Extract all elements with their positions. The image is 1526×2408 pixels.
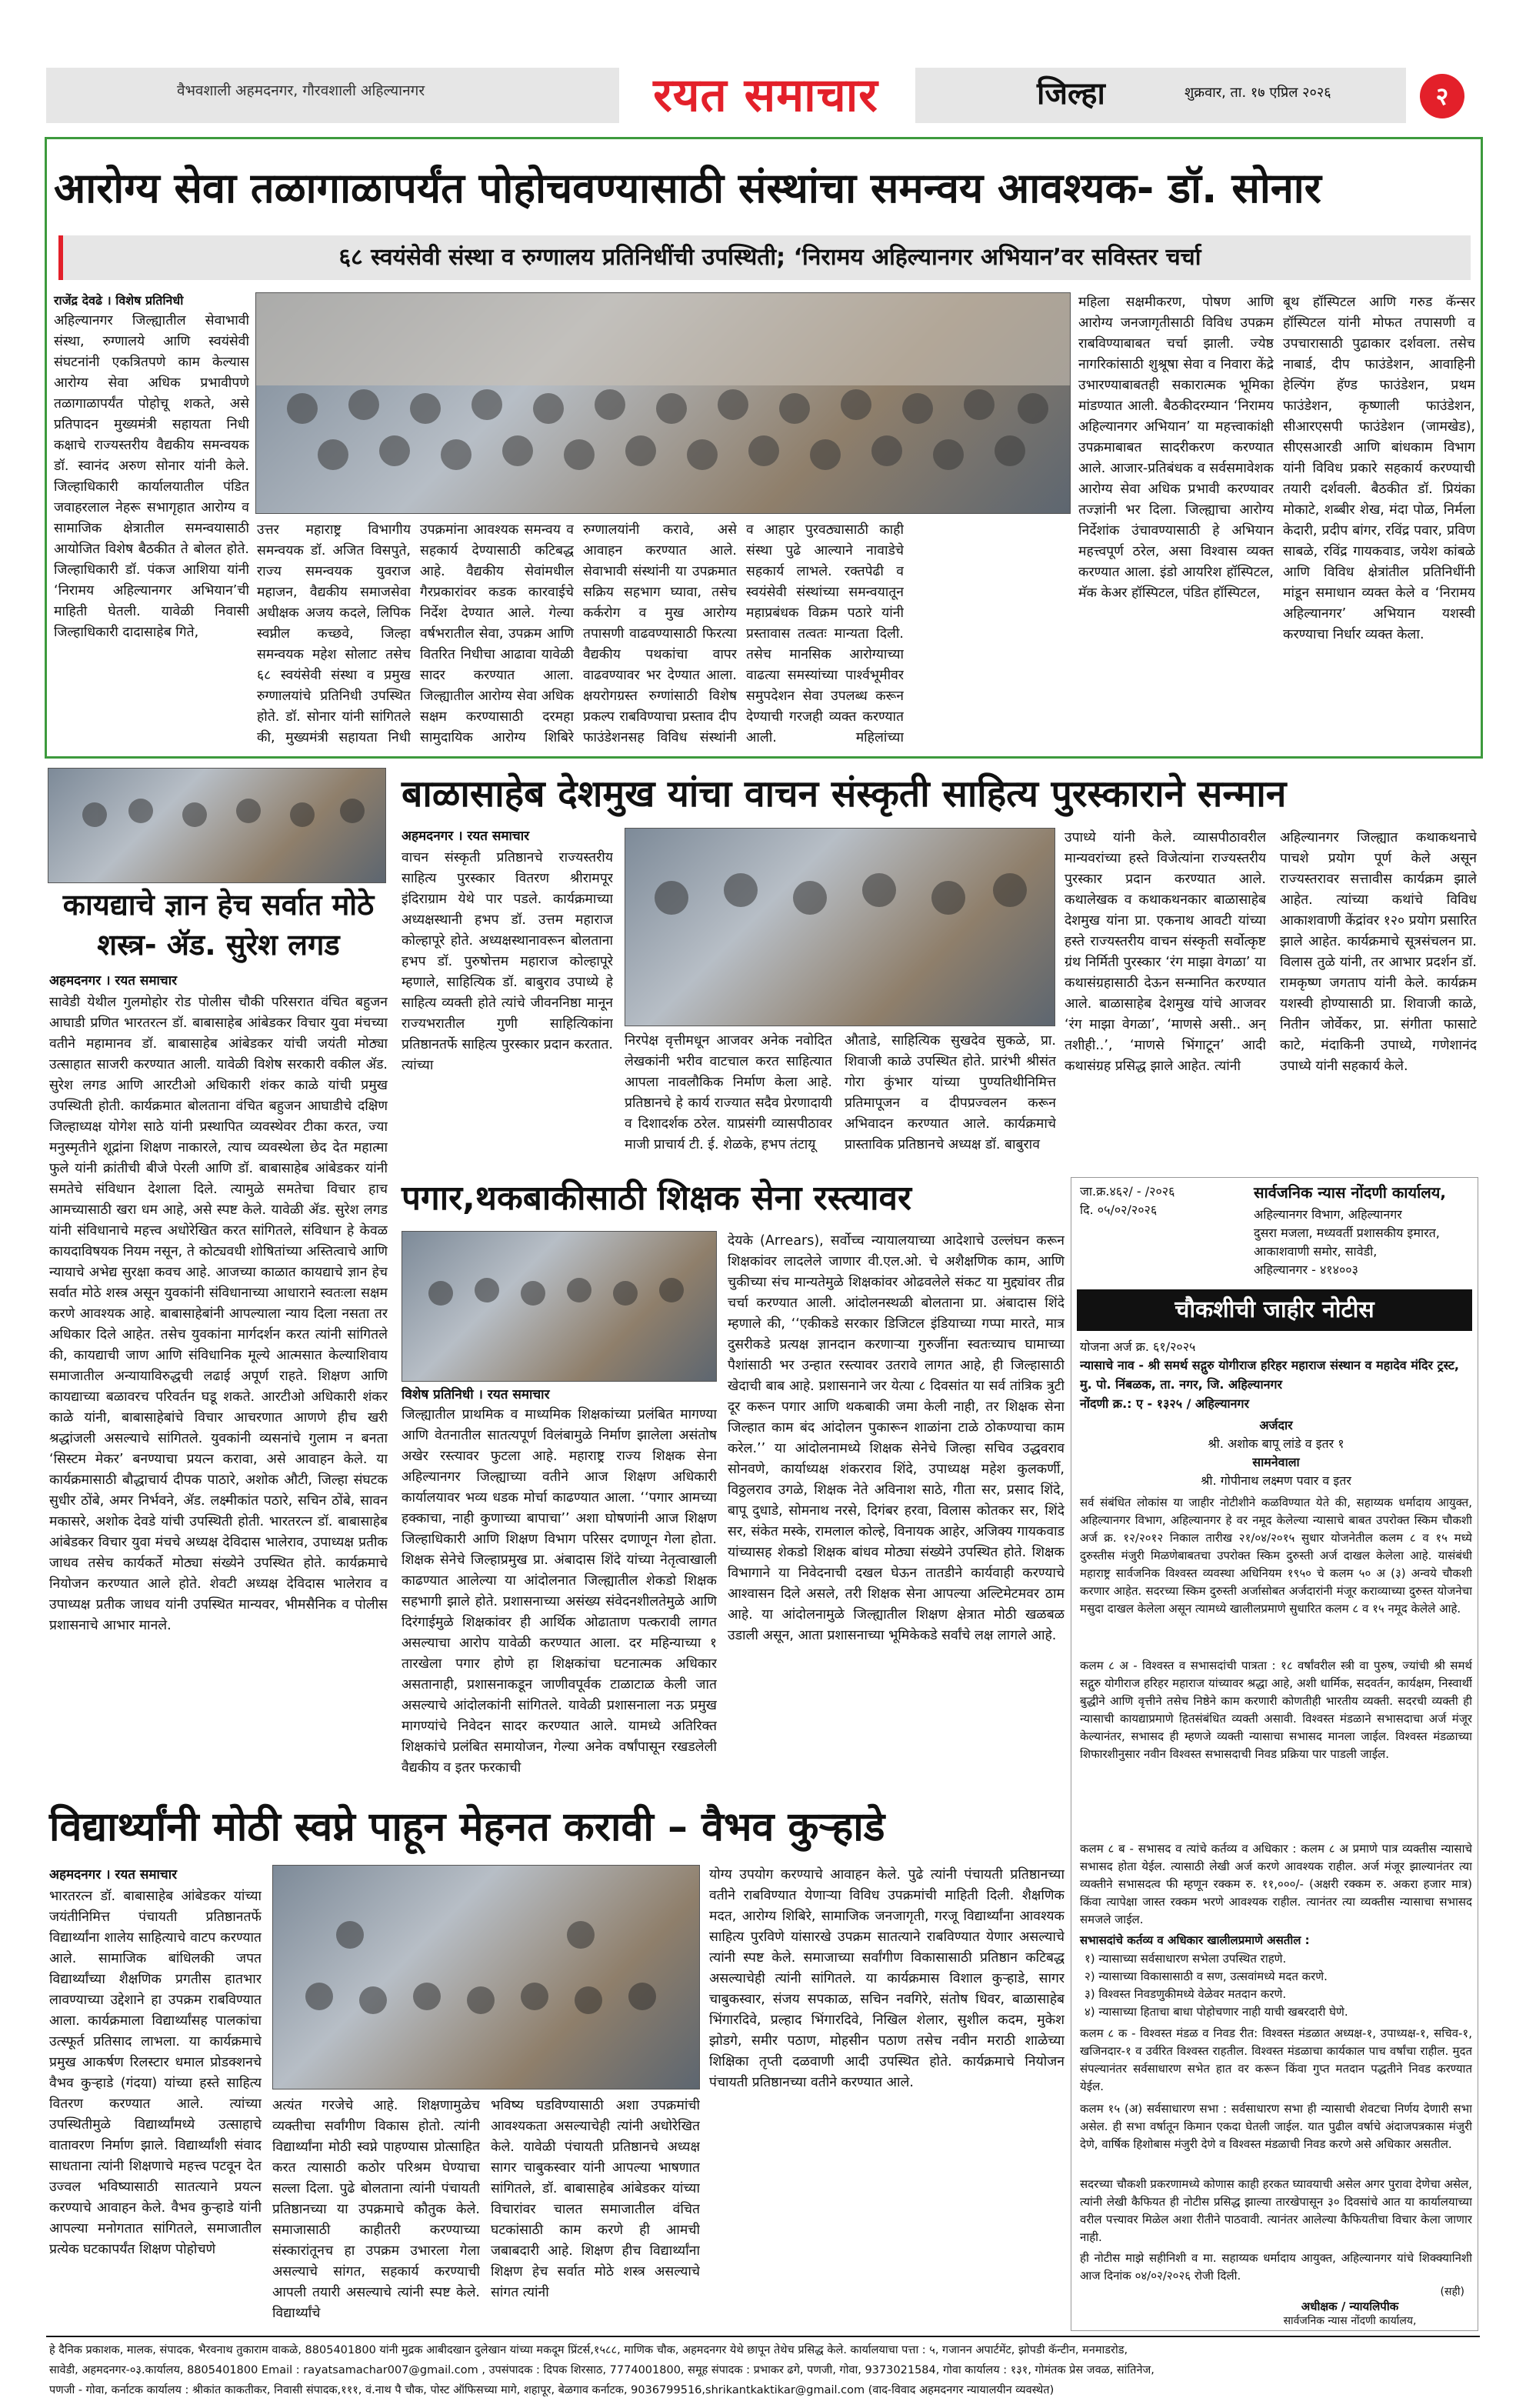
notice-applicant-label: अर्जदार (1259, 1418, 1293, 1432)
notice-office-addr-1: अहिल्यानगर विभाग, अहिल्यानगर (1254, 1207, 1402, 1222)
teachers-protest-photo (401, 1231, 717, 1382)
ambedkar-jayanti-photo (48, 768, 386, 883)
masthead-tagline: वैभवशाली अहमदनगर, गौरवशाली अहिल्यानगर (177, 82, 425, 99)
story2-col2: निरपेक्ष वृत्तीमधून आजवर अनेक नवोदित लेखकांनी भरीव वाटचाल करत साहित्यात आपला नावलौकिक निर्माण केला आहे. प्रतिष्ठानचे हे कार्य राज्यात सदैव प्रेरणादायी व दिशादर्शक ठरेल. याप्रसंगी व्यासपीठावर माजी प्राचार्य टी. ई. शेळके, हभप तंटायू (625, 1033, 832, 1152)
story5-byline: अहमदनगर । रयत समाचार (49, 1867, 178, 1883)
story1-col2: उत्तर महाराष्ट्र विभागीय समन्वयक डॉ. अजित विसपुते, राज्य समन्वयक युवराज महाजन, वैद्यकीय समाजसेवा अधीक्षक अजय कदले, लिपिक स्वप्नील कच्छवे, जिल्हा समन्वयक महेश सोलाट तसेच ६८ स्वयंसेवी संस्था व प्रमुख रुग्णालयांचे प्रतिनिधी उपस्थित होते. डॉ. सोनार यांनी सांगितले की, मुख्यमंत्री सहायता निधी (257, 522, 411, 745)
footer-imprint-1: हे दैनिक प्रकाशक, मालक, संपादक, भैरवनाथ तुकाराम वाकळे, 8805401800 यांनी मुद्रक आबीदखान दुलेखान यांच्या मकदूम प्रिंटर्स,१५८८, माणिक चौक, अहमदनगर येथे छापून तेथेच प्रसिद्ध केले. कार्यालयाचा पत्ता : ५, गजानन अपार्टमेंट, झोपडी कॅन्टीन, मनमाडरोड, (49, 2344, 1128, 2356)
notice-signatory-1: अधीक्षक / न्यायलिपीक (1301, 2300, 1399, 2313)
notice-para1: सर्व संबंधित लोकांस या जाहीर नोटीशीने कळविण्यात येते की, सहाय्यक धर्मादाय आयुक्त, अहिल्यानगर विभाग, अहिल्यानगर हे वर नमूद केलेल्या न्यासाचे बाबत उपरोक्त स्किम चौकशी अर्ज क्र. १२/२०१२ निकाल तारीख २१/०४/२०१५ सुधार योजनेतील कलम ८ व १५ मध्ये दुरुस्तीस मंजुरी मिळणेबाबतचा उपरोक्त स्किम दुरुस्ती अर्ज दाखल केलेला आहे. यासंबंधी महाराष्ट्र सार्वजनिक विश्वस्त व्यवस्था अधिनियम १९५० चे कलम ५० अ (३) अन्वये चौकशी करणार आहेत. सदरच्या स्किम दुरुस्ती अर्जासोबत अर्जदारांनी मंजूर कराव्याच्या दुरुस्त योजनेचा मसुदा दाखल केलेला असून त्यामध्ये खालीलप्रमाणे सुधारित कलम ८ व १५ नमूद केलेले आहे. (1080, 1496, 1472, 1616)
notice-applicant: श्री. अशोक बापू लांडे व इतर १ (1208, 1436, 1344, 1451)
story2-byline: अहमदनगर । रयत समाचार (401, 829, 530, 844)
story4-headline: पगार,थकबाकीसाठी शिक्षक सेना रस्त्यावर (401, 1179, 912, 1218)
notice-para3: कलम ८ ब - सभासद व त्यांचे कर्तव्य व अधिकार : कलम ८ अ प्रमाणे पात्र व्यक्तीस न्यासाचे सभासद होता येईल. त्यासाठी लेखी अर्ज करणे आवश्यक राहील. अर्ज मंजूर झाल्यानंतर त्या व्यक्तीने सभासदत्व फी म्हणून रक्कम रु. ११,०००/- (अक्षरी रक्कम रु. अकरा हजार मात्र) किंवा त्यापेक्षा जास्त रक्कम भरणे आवश्यक राहील. त्यानंतर त्या व्यक्तीस न्यासाचा सभासद समजले जाईल. (1080, 1842, 1472, 1926)
award-ceremony-photo (625, 828, 1055, 1026)
masthead-right-bar (915, 68, 1406, 123)
story5-headline: विद्यार्थ्यांनी मोठी स्वप्ने पाहून मेहनत करावी – वैभव कुऱ्हाडे (49, 1804, 885, 1850)
notice-reg-no: नोंदणी क्र.: ए - १३२५ / अहिल्यानगर (1080, 1396, 1250, 1411)
notice-duty-1: १) न्यासाच्या सर्वसाधारण सभेला उपस्थित राहणे. (1085, 1952, 1287, 1966)
story1-col7: बूथ हॉस्पिटल आणि गरुड कॅन्सर हॉस्पिटल यांनी मोफत तपासणी व उपचारासाठी पुढाकार दर्शवला. तसेच नाबार्ड, दीप फाउंडेशन, आवाहिनी हेल्पिंग हॅण्ड फाउंडेशन, प्रथम फाउंडेशन, कृष्णाली फाउंडेशन, सीआरएसपी फाउंडेशन (जामखेड), सीएसआरडी आणि बांधकाम विभाग यांनी विविध प्रकारे सहकार्य करण्याची तयारी दर्शवली. बैठकीत डॉ. प्रियंका मोकाटे, शब्बीर शेख, मंदा पोळ, निर्मला केदारी, प्रदीप बांगर, रविंद्र पवार, प्रविण साबळे, रविंद्र गायकवाड, जयेश कांबळे आणि विविध क्षेत्रांतील प्रतिनिधींनी मांडून समाधान व्यक्त केले व ‘निरामय अहिल्यानगर’ अभियान यशस्वी करण्याचा निर्धार व्यक्त केला. (1283, 295, 1475, 642)
paper-name: रयत समाचार (653, 68, 878, 122)
notice-ref-no: जा.क्र.४६२/ - /२०२६ (1080, 1184, 1175, 1199)
notice-office-addr-3: आकाशवाणी समोर, सावेडी, (1254, 1244, 1378, 1259)
story5-col1: भारतरत्न डॉ. बाबासाहेब आंबेडकर यांच्या जयंतीनिमित्त पंचायती प्रतिष्ठानतर्फे विद्यार्थ्यांना शालेय साहित्याचे वाटप करण्यात आले. सामाजिक बांधिलकी जपत विद्यार्थ्यांच्या शैक्षणिक प्रगतीस हातभार लावण्याच्या उद्देशाने हा उपक्रम राबविण्यात आला. कार्यक्रमाला विद्यार्थ्यांसह पालकांचा उत्स्फूर्त प्रतिसाद लाभला. या कार्यक्रमाचे प्रमुख आकर्षण रिलस्टार धमाल प्रोडक्शनचे वैभव कुऱ्हाडे (गंदया) यांच्या हस्ते साहित्य वितरण करण्यात आले. त्यांच्या उपस्थितीमुळे विद्यार्थ्यांमध्ये उत्साहाचे वातावरण निर्माण झाले. विद्यार्थ्यांशी संवाद साधताना त्यांनी शिक्षणाचे महत्त्व पटवून देत उज्वल भविष्यासाठी सातत्याने प्रयत्न करण्याचे आवाहन केले. वैभव कुऱ्हाडे यांनी आपल्या मनोगतात सांगितले, समाजातील प्रत्येक घटकापर्यंत शिक्षण पोहोचणे (49, 1889, 262, 2257)
story1-subhead: ६८ स्वयंसेवी संस्था व रुग्णालय प्रतिनिधींची उपस्थिती; ‘निरामय अहिल्यानगर अभियान’वर सविस्तर चर्चा (338, 244, 1201, 271)
notice-signature: (सही) (1440, 2286, 1464, 2298)
notice-trust-line: न्यासाचे नाव - श्री समर्थ सद्गुरु योगीराज हरिहर महाराज संस्थान व महादेव मंदिर ट्रस्ट, मु. पो. निंबळक, ता. नगर, जि. अहिल्यानगर (1080, 1358, 1460, 1392)
notice-para5: कलम १५ (अ) सर्वसाधारण सभा : सर्वसाधारण सभा ही न्यासाची शेवटचा निर्णय देणारी सभा असेल. ही सभा वर्षातून किमान एकदा घेतली जाईल. यात पुढील वर्षाचे अंदाजपत्रकास मंजुरी देणे, वार्षिक हिशोबास मंजुरी देणे व विश्वस्त मंडळाची निवड करणे असे अधिकार असतील. (1080, 2102, 1472, 2151)
footer-imprint-3: पणजी - गोवा, कर्नाटक कार्यालय : श्रीकांत काकतीकर, निवासी संपादक,१११, वं.नाथ पै चौक, पोस्ट ऑफिसच्या मागे, शहापूर, बेळगाव कर्नाटक, 9036799516,shrikantkaktikar@gmail.com (वाद-विवाद अहमदनगर न्यायालयीन व्यवस्थेत) (49, 2384, 1055, 2396)
notice-para2: कलम ८ अ - विश्वस्त व सभासदांची पात्रता : १८ वर्षांवरील स्त्री वा पुरुष, ज्यांची श्री समर्थ सद्गुरु योगीराज हरिहर महाराज यांच्यावर श्रद्धा आहे, अशी धार्मिक, सदवर्तन, कार्यक्षम, निस्वार्थी बुद्धीने आणि वृत्तीने तसेच निष्ठेने काम करणारी कोणतीही भारतीय व्यक्ती. सदरची व्यक्ती ही न्यासाची कायद्याप्रमाणे हितसंबंधित व्यक्ती असावी. विश्वस्त मंडळाने सभासदाचा अर्ज मंजूर केल्यानंतर, सभासद ही म्हणजे व्यक्ती न्यासाचा सभासद मानला जाईल. विश्वस्त मंडळाच्या शिफारशीनुसार नवीन विश्वस्त सभासदाची निवड प्रक्रिया पार पाडली जाईल. (1080, 1659, 1472, 1761)
story1-col3: उपक्रमांना आवश्यक समन्वय व सहकार्य देण्यासाठी कटिबद्ध आहे. वैद्यकीय सेवांमधील गैरप्रकारांवर कडक कारवाईचे निर्देश देण्यात आले. गेल्या वर्षभरातील सेवा, उपक्रम आणि वितरित निधीचा आढावा यावेळी सादर करण्यात आला. जिल्ह्यातील आरोग्य सेवा अधिक सक्षम करण्यासाठी दरमहा सामुदायिक आरोग्य शिबिरे (420, 522, 574, 745)
notice-para4: कलम ८ क - विश्वस्त मंडळ व निवड रीत: विश्वस्त मंडळात अध्यक्ष-१, उपाध्यक्ष-१, सचिव-१, खजिनदार-१ व उर्वरित विश्वस्त राहतील. विश्वस्त मंडळाचा कार्यकाल पाच वर्षांचा राहील. मुदत संपल्यानंतर सर्वसाधारण सभेत हात वर करून किंवा गुप्त मतदान पद्धतीने निवड करण्यात येईल. (1080, 2026, 1472, 2093)
notice-para6: सदरच्या चौकशी प्रकरणामध्ये कोणास काही हरकत घ्यावयाची असेल अगर पुरावा देणेचा असेल, त्यांनी लेखी कैफियत ही नोटीस प्रसिद्ध झाल्या तारखेपासून ३० दिवसांचे आत या कार्यालयाच्या वरील पत्त्यावर मिळेल अशा रीतीने पाठवावी. त्यानंतर आलेल्या कैफियतीचा विचार केला जाणार नाही. (1080, 2177, 1472, 2244)
story5-col2: अत्यंत गरजेचे आहे. शिक्षणामुळेच व्यक्तीचा सर्वांगीण विकास होतो. त्यांनी विद्यार्थ्यांना मोठी स्वप्ने पाहण्यास प्रोत्साहित करत त्यासाठी कठोर परिश्रम घेण्याचा सल्ला दिला. पुढे बोलताना त्यांनी पंचायती प्रतिष्ठानच्या या उपक्रमाचे कौतुक केले. समाजासाठी काहीतरी करण्याच्या संस्कारांतूनच हा उपक्रम उभारला गेला असल्याचे सांगत, सहकार्य करण्याची आपली तयारी असल्याचे त्यांनी स्पष्ट केले. विद्यार्थ्यांचे (272, 2098, 480, 2321)
notice-banner-text: चौकशीची जाहीर नोटीस (1174, 1296, 1374, 1323)
story1-col1: अहिल्यानगर जिल्ह्यातील सेवाभावी संस्था, रुग्णालये आणि स्वयंसेवी संघटनांनी एकत्रितपणे काम केल्यास आरोग्य सेवा अधिक प्रभावीपणे तळागाळापर्यंत पोहोचू शकते, असे प्रतिपादन मुख्यमंत्री सहायता निधी कक्षाचे राज्यस्तरीय वैद्यकीय समन्वयक डॉ. स्वानंद अरुण सोनार यांनी केले. जिल्हाधिकारी कार्यालयातील पंडित जवाहरलाल नेहरू सभागृहात आरोग्य व सामाजिक क्षेत्रातील समन्वयासाठी आयोजित विशेष बैठकीत ते बोलत होते. जिल्हाधिकारी डॉ. पंकज आशिया यांनी ‘निरामय अहिल्यानगर अभियान’ची माहिती घेतली. यावेळी निवासी जिल्हाधिकारी दादासाहेब गिते, (54, 313, 249, 640)
student-material-distribution-photo (272, 1865, 700, 2089)
story4-byline: विशेष प्रतिनिधी । रयत समाचार (401, 1387, 550, 1402)
award-ceremony-figures (625, 829, 1055, 1026)
notice-respondent: श्री. गोपीनाथ लक्ष्मण पवार व इतर (1201, 1473, 1351, 1488)
footer-rule (46, 2336, 1480, 2337)
notice-duty-3: ३) विश्वस्त निवडणुकीमध्ये वेळेवर मतदान करणे. (1085, 1987, 1287, 2001)
notice-para7: ही नोटीस माझे सहीनिशी व मा. सहाय्यक धर्मादाय आयुक्त, अहिल्यानगर यांचे शिक्क्यानिशी आज दिनांक ०४/०२/२०२६ रोजी दिली. (1080, 2251, 1472, 2283)
story3-byline: अहमदनगर । रयत समाचार (49, 973, 178, 989)
story2-col5: अहिल्यानगर जिल्ह्यात कथाकथनाचे पाचशे प्रयोग पूर्ण केले असून राज्यस्तरावर सत्तावीस कार्यक्रम झाले आहेत. त्यांच्या कथांचे विविध आकाशवाणी केंद्रांवर १२० प्रयोग प्रसारित झाले आहेत. कार्यक्रमाचे सूत्रसंचलन प्रा. विलास तुळे यांनी, तर आभार प्रदर्शन डॉ. रामकृष्ण जगताप यांनी केले. कार्यक्रम यशस्वी होण्यासाठी प्रा. शिवाजी काळे, नितीन जोर्वेकर, प्रा. संगीता फासाटे काटे, मंदाकिनी उपाध्ये, गणेशानंद उपाध्ये यांनी सहकार्य केले. (1280, 830, 1477, 1074)
notice-ref-date: दि. ०५/०२/२०२६ (1080, 1202, 1158, 1217)
notice-signatory-2: सार्वजनिक न्यास नोंदणी कार्यालय, (1283, 2315, 1417, 2327)
notice-duty-2: २) न्यासाच्या विकासासाठी व सण, उत्सवांमध्ये मदत करणे. (1085, 1969, 1328, 1983)
story2-headline: बाळासाहेब देशमुख यांचा वाचन संस्कृती साहित्य पुरस्काराने सन्मान (401, 772, 1287, 815)
story3-headline: कायद्याचे ज्ञान हेच सर्वात मोठे शस्त्र- ॲड. सुरेश लगड (62, 888, 375, 962)
story5-col3: भविष्य घडविण्यासाठी अशा उपक्रमांची आवश्यकता असल्याचेही त्यांनी अधोरेखित केले. यावेळी पंचायती प्रतिष्ठानचे अध्यक्ष सागर चाबुकस्वार यांनी आपल्या भाषणात सांगितले, डॉ. बाबासाहेब आंबेडकर यांच्या विचारांवर चालत समाजातील वंचित घटकांसाठी काम करणे ही आमची जबाबदारी आहे. शिक्षण हीच विद्यार्थ्यांना शिक्षण हेच सर्वात मोठे शस्त्र असल्याचे सांगत त्यांनी (491, 2098, 700, 2300)
notice-respondent-label: सामनेवाला (1252, 1455, 1300, 1469)
section-name: जिल्हा (1037, 76, 1105, 112)
group-photo-health-meeting (255, 292, 1071, 514)
page-number-badge (1420, 74, 1464, 118)
story5-col4: योग्य उपयोग करण्याचे आवाहन केले. पुढे त्यांनी पंचायती प्रतिष्ठानच्या वतीने राबविण्यात येणाऱ्या विविध उपक्रमांची माहिती दिली. शैक्षणिक मदत, आरोग्य शिबिरे, सामाजिक जनजागृती, गरजू विद्यार्थ्यांना आवश्यक साहित्य पुरविणे यांसारखे उपक्रम सातत्याने राबविण्यात येणार असल्याचे त्यांनी स्पष्ट केले. समाजाच्या सर्वांगीण विकासासाठी प्रतिष्ठान कटिबद्ध असल्याचेही त्यांनी सांगितले. या कार्यक्रमास विशाल कुऱ्हाडे, सागर चाबुकस्वार, संजय सपकाळ, सचिन नवगिरे, संतोष धिवर, बाळासाहेब भिंगारदिवे, प्रल्हाद भिंगारदिवे, निखिल शेलार, सुशील कदम, मुकेश झोडगे, समीर पठाण, मोहसीन पठाण तसेच नवीन मराठी शाळेच्या शिक्षिका तृप्ती दळवाणी आदी उपस्थित होते. कार्यक्रमाचे नियोजन पंचायती प्रतिष्ठानच्या वतीने करण्यात आले. (709, 1867, 1065, 2090)
footer-imprint-2: सावेडी, अहमदनगर-०३.कार्यालय, 8805401800 Email : rayatsamachar007@gmail.com , उपसंपादक : दिपक शिरसाठ, 7774001800, समूह संपादक : प्रभाकर ढगे, पणजी, गोवा, 9373021584, गोवा कार्यालय : १३१, गोमंतक प्रेस जवळ, सांतिनेज, (49, 2364, 1154, 2376)
story2-col1: वाचन संस्कृती प्रतिष्ठानचे राज्यस्तरीय साहित्य पुरस्कार वितरण श्रीरामपूर इंदिराग्राम येथे पार पडले. कार्यक्रमाच्या अध्यक्षस्थानी हभप डॉ. उत्तम महाराज कोल्हापूरे होते. अध्यक्षस्थानावरून बोलताना हभप डॉ. पुरुषोत्तम महाराज कोल्हापूरे म्हणाले, साहित्यिक डॉ. बाबुराव उपाध्ये हे साहित्य व्यक्ती होते त्यांचे जीवननिष्ठा मानून राज्यभरातील गुणी साहित्यिकांना प्रतिष्ठानतर्फे साहित्य पुरस्कार प्रदान करतात. त्यांच्या (401, 850, 613, 1073)
story2-col3: औताडे, साहित्यिक सुखदेव सुकळे, प्रा. शिवाजी काळे उपस्थित होते. प्रारंभी श्रीसंत गोरा कुंभार यांच्या पुण्यतिथीनिमित्त प्रतिमापूजन व दीपप्रज्वलन करून अभिवादन करण्यात आले. कार्यक्रमाचे प्रास्ताविक प्रतिष्ठानचे अध्यक्ष डॉ. बाबुराव (845, 1033, 1056, 1152)
page-number: २ (1435, 82, 1449, 111)
story3-body: सावेडी येथील गुलमोहोर रोड पोलीस चौकी परिसरात वंचित बहुजन आघाडी प्रणित भारतरत्न डॉ. बाबासाहेब आंबेडकर विचार युवा मंचच्या वतीने महामानव डॉ. बाबासाहेब आंबेडकर यांची जयंती मोठ्या उत्साहात साजरी करण्यात आली. यावेळी विशेष सरकारी वकील ॲड. सुरेश लगड आणि आरटीओ अधिकारी शंकर काळे यांची प्रमुख उपस्थिती होती. कार्यक्रमात बोलताना वंचित बहुजन आघाडीचे दक्षिण जिल्हाध्यक्ष योगेश साठे यांनी प्रस्थापित व्यवस्थेवर टीका करत, ज्या मनुस्मृतीने शूद्रांना शिक्षण नाकारले, त्याच व्यवस्थेला छेद देत महात्मा फुले यांनी क्रांतीची बीजे पेरली आणि डॉ. बाबासाहेब आंबेडकर यांनी समतेचे संविधान देशाला दिले. त्यामुळे समतेचा विचार हाच आमच्यासाठी खरा धम आहे, असे स्पष्ट केले. यावेळी ॲड. सुरेश लगड यांनी संविधानाचे महत्त्व अधोरेखित करत सांगितले, संविधान हे केवळ कायदाविषयक नियम नसून, ते कोट्यवधी शोषितांच्या अस्तित्वाचे आणि न्यायाचे अभेद्य सुरक्षा कवच आहे. आजच्या काळात कायद्याचे ज्ञान हेच सर्वात मोठे शस्त्र असून युवकांनी संविधानाच्या आधाराने स्वतःला सक्षम करणे आवश्यक आहे. बाबासाहेबांनी आपल्याला न्याय दिला नसता तर अधिकार दिले आहेत. तसेच युवकांना मार्गदर्शन करत त्यांनी सांगितले की, कायद्याची जाण आणि संविधानिक मूल्ये आत्मसात केल्याशिवाय समाजातील अन्यायाविरुद्धची लढाई अपूर्ण राहते. शिक्षण आणि कायद्याच्या बळावरच परिवर्तन घडू शकते. आरटीओ अधिकारी शंकर काळे यांनी, बाबासाहेबांचे विचार आचरणात आणणे हीच खरी श्रद्धांजली असल्याचे सांगितले. युवकांनी व्यसनांचे गुलाम न बनता ‘सिस्टम मेकर’ बनण्याचा प्रयत्न करावा, असे आवाहन केले. या कार्यक्रमासाठी बौद्धाचार्य दीपक पाठारे, अशोक औटी, जिल्हा संघटक सुधीर ठोंबे, अमर निर्भवने, ॲड. लक्ष्मीकांत पठारे, सचिन ठोंबे, सावन मकासरे, अशोक देवडे यांची उपस्थिती होती. भारतरत्न डॉ. बाबासाहेब आंबेडकर विचार युवा मंचचे अध्यक्ष देविदास भालेराव, उपाध्यक्ष प्रतीक जाधव तसेच कार्यकर्ते मोठ्या संख्येने उपस्थित होते. कार्यक्रमाचे नियोजन करण्यात आले होते. शेवटी अध्यक्ष देविदास भालेराव व उपाध्यक्ष प्रतीक जाधव यांनी उपस्थित मान्यवर, भीमसैनिक व पोलीस प्रशासनाचे आभार मानले. (49, 995, 388, 1633)
notice-office-addr-4: अहिल्यानगर - ४१४००३ (1254, 1262, 1358, 1277)
story4-col2: देयके (Arrears), सर्वोच्च न्यायालयाच्या आदेशाचे उल्लंघन करून शिक्षकांवर लादलेले जाणार वी.एल.ओ. चे अशैक्षणिक काम, आणि चुकीच्या संच मान्यतेमुळे शिक्षकांवर ओढवलेले संकट या मुद्द्यांवर तीव्र चर्चा करण्यात आली. आंदोलनस्थळी बोलताना प्रा. अंबादास शिंदे म्हणाले की, ‘‘एकीकडे सरकार डिजिटल इंडियाच्या गप्पा मारते, मात्र दुसरीकडे प्रत्यक्ष ज्ञानदान करणाऱ्या गुरुजींना स्वतःच्याच घामाच्या पैशांसाठी भर उन्हात रस्त्यावर उतरावे लागत आहे, ही जिल्हासाठी खेदाची बाब आहे. प्रशासनाने जर येत्या ८ दिवसांत या सर्व तांत्रिक त्रुटी दूर करून पगार आणि थकबाकी जमा केली नाही, तर शिक्षक सेना जिल्हात काम बंद आंदोलन पुकारून शाळांना टाळे ठोकण्याचा काम करेल.’’ या आंदोलनामध्ये शिक्षक सेनेचे जिल्हा सचिव उद्धवराव सोनवणे, कार्याध्यक्ष शंकरराव शिंदे, उपाध्यक्ष महेश कुलकर्णी, विठ्ठलराव उगळे, शिक्षक नेते अविनाश साठे, गीता सर, प्रसाद शिंदे, बापू दुधाडे, सोमनाथ नरसे, दिगंबर हरवा, विलास कोतकर सर, शिंदे सर, संकेत मस्के, रामलाल कोल्हे, विनायक आहेर, अजिक्य गायकवाड यांच्यासह शेकडो शिक्षक बांधव मोठ्या संख्येने उपस्थित होते. शिक्षक विभागाने या निवेदनाची दखल घेऊन तातडीने कार्यवाही करण्याचे आश्वासन दिले असले, तरी शिक्षक सेना आपल्या अल्टिमेटमवर ठाम आहे. या आंदोलनामुळे जिल्ह्यातील शिक्षण क्षेत्रात मोठी खळबळ उडाली असून, आता प्रशासनाच्या भूमिकेकडे सर्वांचे लक्ष लागले आहे. (728, 1233, 1065, 1643)
story2-col4: उपाध्ये यांनी केले. व्यासपीठावरील मान्यवरांच्या हस्ते विजेत्यांना राज्यस्तरीय पुरस्कार प्रदान करण्यात आले. कथालेखक व कथाकथनकार बाळासाहेब देशमुख यांना प्रा. एकनाथ आवटी यांच्या हस्ते राज्यस्तरीय वाचन संस्कृती सर्वोत्कृष्ट ग्रंथ निर्मिती पुरस्कार ‘रंग माझा वेगळा’ या कथासंग्रहासाठी देऊन सन्मानित करण्यात आले. बाळासाहेब देशमुख यांचे आजवर ‘रंग माझा वेगळा’, ‘माणसे असी.. अन् तशीही..’, ‘माणसे भिंगाटून’ आदी कथासंग्रह प्रसिद्ध झाले आहेत. त्यांनी (1065, 830, 1266, 1074)
story1-col4: रुग्णालयांनी करावे, असे आवाहन करण्यात आले. सेवाभावी संस्थांनी या उपक्रमात सक्रिय सहभाग घ्यावा, तसेच कर्करोग व मुख आरोग्य तपासणी वाढवण्यासाठी फिरत्या वैद्यकीय पथकांचा वापर वाढवण्यावर भर देण्यात आला. क्षयरोगग्रस्त रुग्णांसाठी विशेष प्रकल्प राबविण्याचा प्रस्ताव दीप फाउंडेशनसह विविध संस्थांनी (583, 522, 737, 745)
notice-office-title: सार्वजनिक न्यास नोंदणी कार्यालय, (1254, 1183, 1447, 1202)
ambedkar-jayanti-photo-figures (48, 769, 386, 883)
notice-duty-4: ४) न्यासाच्या हिताचा बाधा पोहोचणार नाही याची खबरदारी घेणे. (1085, 2005, 1348, 2019)
notice-duties-title: सभासदांचे कर्तव्य व अधिकार खालीलप्रमाणे असतील : (1080, 1933, 1310, 1947)
notice-scheme: योजना अर्ज क्र. ६१/२०२५ (1080, 1339, 1196, 1354)
teachers-protest-figures (402, 1232, 717, 1382)
story4-col1: जिल्ह्यातील प्राथमिक व माध्यमिक शिक्षकांच्या प्रलंबित मागण्या आणि वेतनातील सातत्यपूर्ण विलंबामुळे निर्माण झालेला असंतोष अखेर रस्त्यावर फुटला आहे. महाराष्ट्र राज्य शिक्षक सेना अहिल्यानगर जिल्ह्याच्या वतीने आज शिक्षण अधिकारी कार्यालयावर भव्य धडक मोर्चा काढण्यात आला. ‘‘पगार आमच्या हक्काचा, नाही कुणाच्या बापाचा’’ अशा घोषणांनी आज शिक्षण जिल्हाधिकारी आणि शिक्षण विभाग परिसर दणाणून गेला होता. शिक्षक सेनेचे जिल्हाप्रमुख प्रा. अंबादास शिंदे यांच्या नेतृत्वाखाली काढण्यात आलेल्या या आंदोलनात जिल्ह्यातील शेकडो शिक्षक सहभागी झाले होते. प्रशासनाच्या असंख्य संवेदनशीलतेमुळे आणि दिरंगाईमुळे शिक्षकांवर ही आर्थिक ओढाताण पत्करावी लागत असल्याचा आरोप यावेळी करण्यात आला. दर महिन्याच्या १ तारखेला पगार होणे हा शिक्षकांचा घटनात्मक अधिकार असतानाही, प्रशासनाकडून जाणीवपूर्वक टाळाटाळ केली जात असल्याचे आंदोलकांनी सांगितले. यावेळी प्रशासनाला नऊ प्रमुख मागण्यांचे निवेदन सादर करण्यात आले. यामध्ये अतिरिक्त शिक्षकांचे प्रलंबित समायोजन, गेल्या अनेक वर्षांपासून रखडलेली वैद्यकीय व इतर फरकाची (401, 1407, 717, 1776)
student-photo-figures (273, 1866, 700, 2089)
story1-headline: आरोग्य सेवा तळागाळापर्यंत पोहोचवण्यासाठी संस्थांचा समन्वय आवश्यक- डॉ. सोनार (54, 164, 1321, 212)
story1-byline: राजेंद्र देवढे । विशेष प्रतिनिधी (54, 293, 184, 308)
notice-office-addr-2: दुसरा मजला, मध्यवर्ती प्रशासकीय इमारत, (1254, 1226, 1440, 1240)
group-photo-figures (256, 293, 1071, 514)
issue-date: शुक्रवार, ता. १७ एप्रिल २०२६ (1184, 85, 1331, 101)
notice-banner (1077, 1289, 1472, 1331)
story1-col5: व आहार पुरवठ्यासाठी काही संस्था पुढे आल्याने नावाडेचे सहकार्य लाभले. रक्तपेढी व स्वयंसेवी संस्थांच्या समन्वयातून महाप्रबंधक विक्रम पठारे यांनी प्रस्तावास तत्वतः मान्यता दिली. तसेच मानसिक आरोग्याच्या वाढत्या समस्यांच्या पार्श्वभूमीवर समुपदेशन सेवा उपलब्ध करून देण्याची गरजही व्यक्त करण्यात आली. महिलांच्या (746, 522, 904, 745)
story1-col6: महिला सक्षमीकरण, पोषण आणि आरोग्य जनजागृतीसाठी विविध उपक्रम राबविण्याबाबत चर्चा झाली. ज्येष्ठ नागरिकांसाठी शुश्रूषा सेवा व निवारा केंद्रे उभारण्याबाबतही सकारात्मक भूमिका मांडण्यात आली. बैठकीदरम्यान ‘निरामय अहिल्यानगर अभियान’ या महत्त्वाकांक्षी उपक्रमाबाबत सादरीकरण करण्यात आले. आजार-प्रतिबंधक व सर्वसमावेशक आरोग्य सेवा अधिक प्रभावी करण्यावर तज्ज्ञांनी भर दिला. जिल्ह्याचा आरोग्य निर्देशांक उंचावण्यासाठी हे अभियान महत्त्वपूर्ण ठरेल, असा विश्वास व्यक्त करण्यात आला. इंडो आयरिश हॉस्पिटल, मॅक केअर हॉस्पिटल, पंडित हॉस्पिटल, (1078, 295, 1274, 601)
